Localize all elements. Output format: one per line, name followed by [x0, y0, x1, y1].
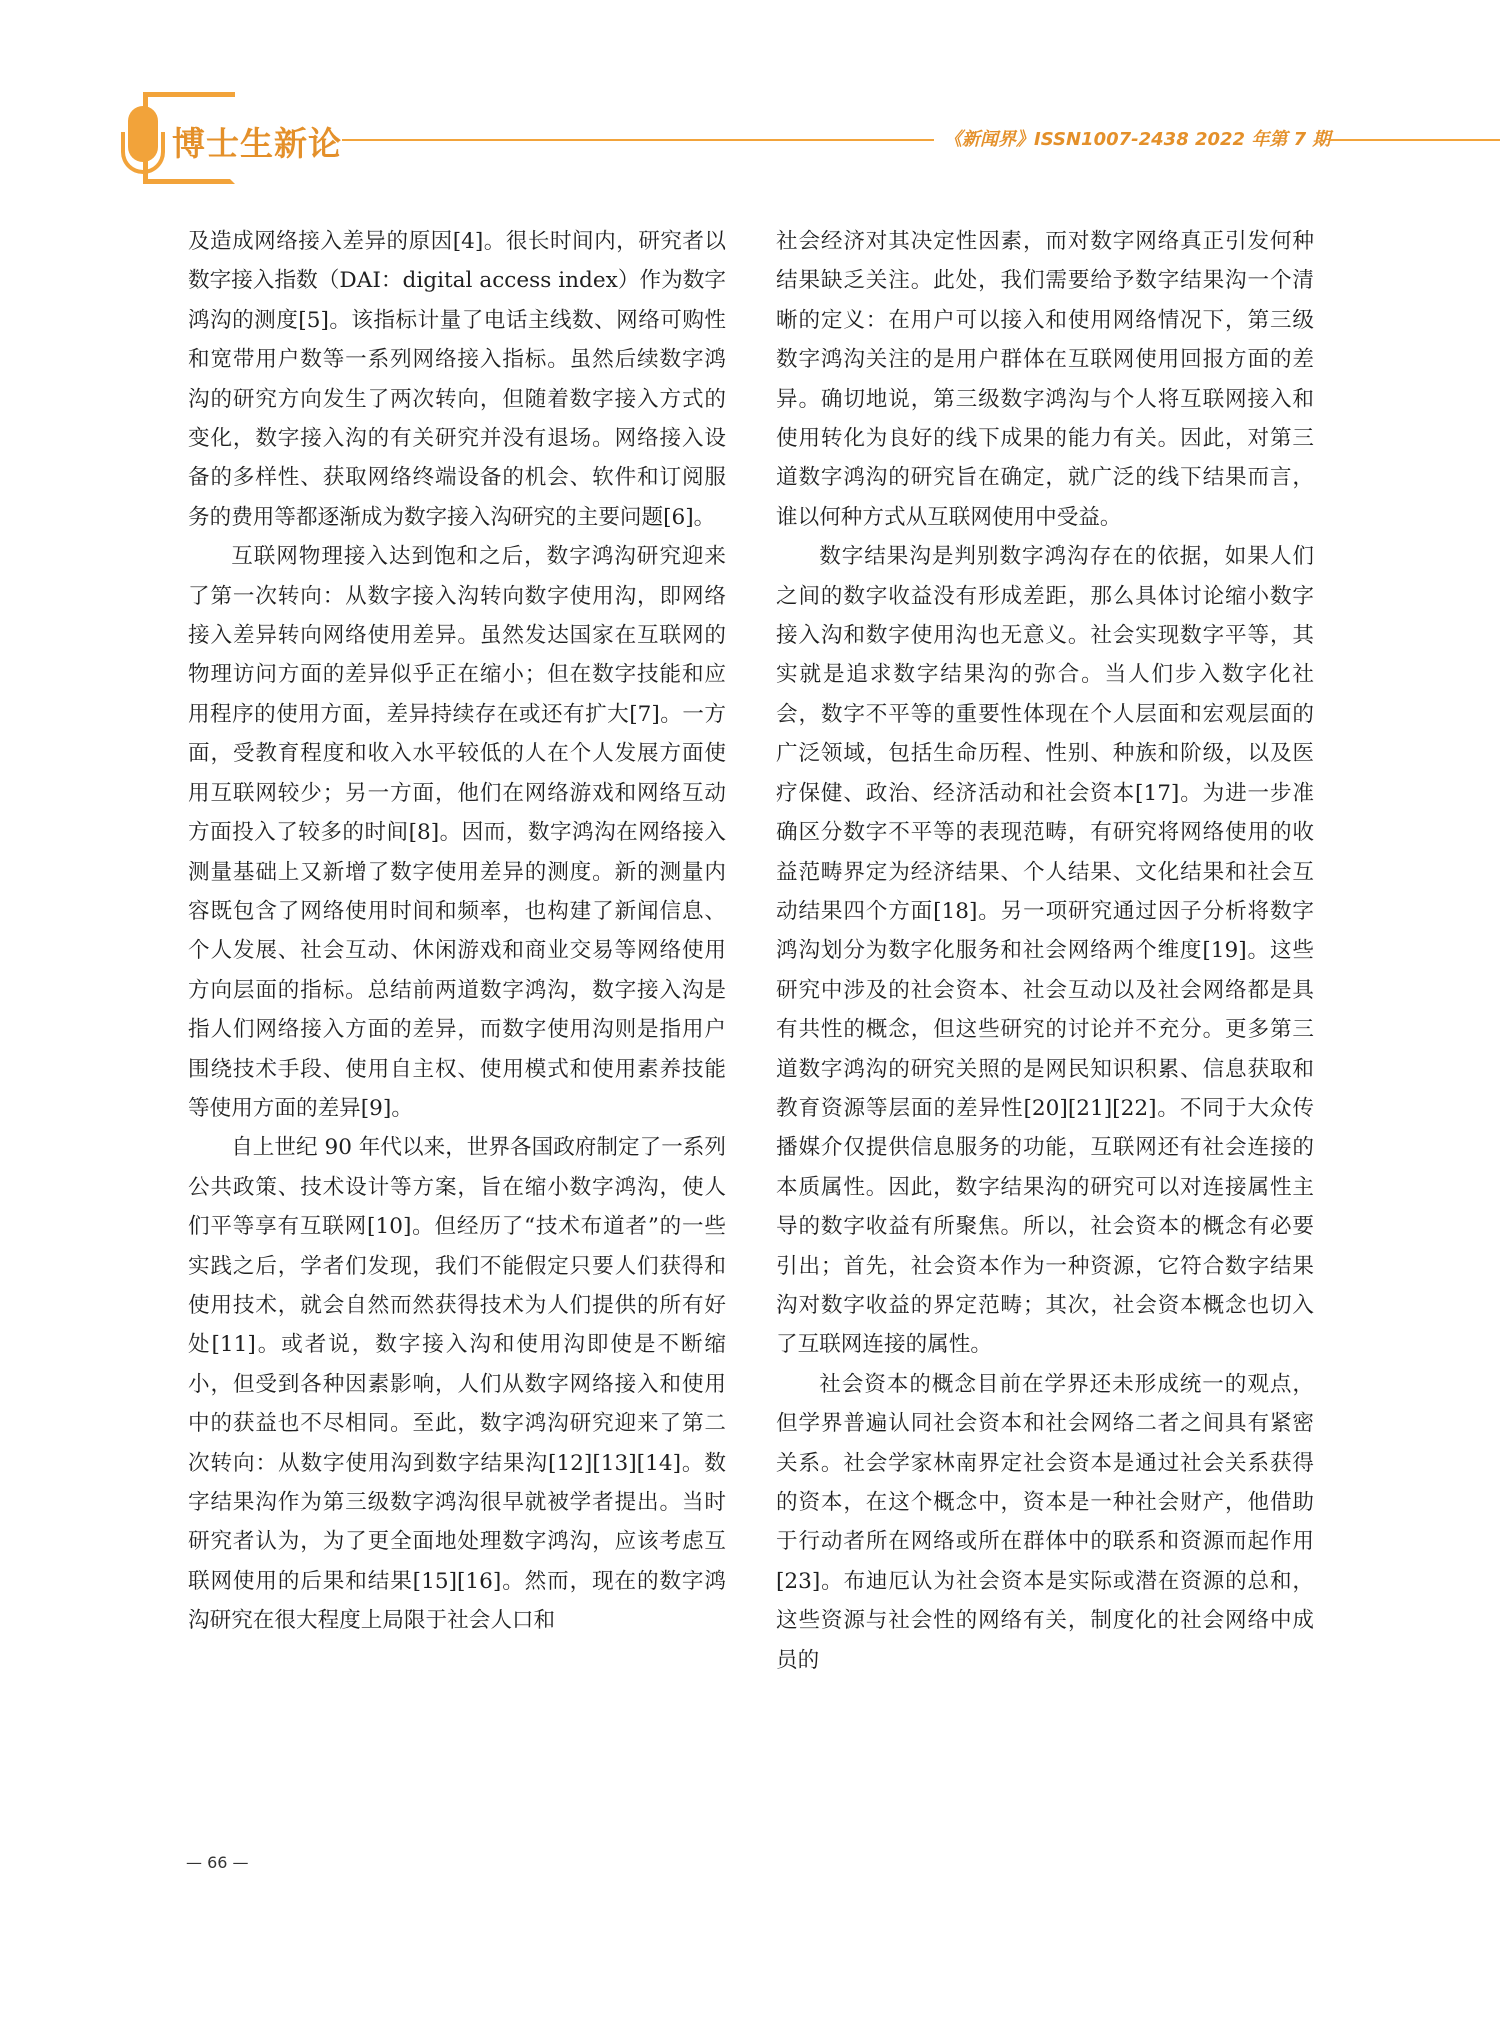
paragraph: 及造成网络接入差异的原因[4]。很长时间内，研究者以数字接入指数（DAI：digital access index）作为数字鸿沟的测度[5]。该指标计量了电话主线数、网络可购性和宽带用户数等一系列网络接入指标。虽然后续数字鸿沟的研究方向发生了两次转向，但随着数字接入方式的变化，数字接入沟的有关研究并没有退场。网络接入设备的多样性、获取网络终端设备的机会、软件和订阅服务的费用等都逐渐成为数字接入沟研究的主要问题[6]。	[188, 229, 726, 530]
paragraph: 互联网物理接入达到饱和之后，数字鸿沟研究迎来了第一次转向：从数字接入沟转向数字使用沟，即网络接入差异转向网络使用差异。虽然发达国家在互联网的物理访问方面的差异似乎正在缩小；但在数字技能和应用程序的使用方面，差异持续存在或还有扩大[7]。一方面，受教育程度和收入水平较低的人在个人发展方面使用互联网较少；另一方面，他们在网络游戏和网络互动方面投入了较多的时间[8]。因而，数字鸿沟在网络接入测量基础上又新增了数字使用差异的测度。新的测量内容既包含了网络使用时间和频率，也构建了新闻信息、个人发展、社会互动、休闲游戏和商业交易等网络使用方向层面的指标。总结前两道数字鸿沟，数字接入沟是指人们网络接入方面的差异，而数字使用沟则是指用户围绕技术手段、使用自主权、使用模式和使用素养技能等使用方面的差异[9]。	[188, 544, 726, 1121]
header-rule-left	[342, 139, 934, 141]
header-rule-right	[1330, 139, 1500, 141]
journal-meta: 《新闻界》ISSN1007-2438 2022 年第 7 期	[944, 129, 1331, 150]
right-column	[776, 222, 1314, 1680]
microphone-icon	[128, 106, 158, 162]
page-number: — 66 —	[186, 1853, 249, 1872]
paragraph: 社会资本的概念目前在学界还未形成统一的观点，但学界普遍认同社会资本和社会网络二者之间具有紧密关系。社会学家林南界定社会资本是通过社会关系获得的资本，在这个概念中，资本是一种社会财产，他借助于行动者所在网络或所在群体中的联系和资源而起作用[23]。布迪厄认为社会资本是实际或潜在资源的总和，这些资源与社会性的网络有关，制度化的社会网络中成员的	[776, 1371, 1314, 1673]
paragraph: 社会经济对其决定性因素，而对数字网络真正引发何种结果缺乏关注。此处，我们需要给予数字结果沟一个清晰的定义：在用户可以接入和使用网络情况下，第三级数字鸿沟关注的是用户群体在互联网使用回报方面的差异。确切地说，第三级数字鸿沟与个人将互联网接入和使用转化为良好的线下成果的能力有关。因此，对第三道数字鸿沟的研究旨在确定，就广泛的线下结果而言，谁以何种方式从互联网使用中受益。	[776, 229, 1314, 530]
left-column	[188, 222, 726, 1641]
paragraph: 自上世纪 90 年代以来，世界各国政府制定了一系列公共政策、技术设计等方案，旨在缩小数字鸿沟，使人们平等享有互联网[10]。但经历了“技术布道者”的一些实践之后，学者们发现，我们不能假定只要人们获得和使用技术，就会自然而然获得技术为人们提供的所有好处[11]。或者说，数字接入沟和使用沟即使是不断缩小，但受到各种因素影响，人们从数字网络接入和使用中的获益也不尽相同。至此，数字鸿沟研究迎来了第二次转向：从数字使用沟到数字结果沟[12][13][14]。数字结果沟作为第三级数字鸿沟很早就被学者提出。当时研究者认为，为了更全面地处理数字鸿沟，应该考虑互联网使用的后果和结果[15][16]。然而，现在的数字鸿沟研究在很大程度上局限于社会人口和	[188, 1135, 727, 1634]
page-header	[0, 0, 1500, 200]
paragraph: 数字结果沟是判别数字鸿沟存在的依据，如果人们之间的数字收益没有形成差距，那么具体讨论缩小数字接入沟和数字使用沟也无意义。社会实现数字平等，其实就是追求数字结果沟的弥合。当人们步入数字化社会，数字不平等的重要性体现在个人层面和宏观层面的广泛领域，包括生命历程、性别、种族和阶级，以及医疗保健、政治、经济活动和社会资本[17]。为进一步准确区分数字不平等的表现范畴，有研究将网络使用的收益范畴界定为经济结果、个人结果、文化结果和社会互动结果四个方面[18]。另一项研究通过因子分析将数字鸿沟划分为数字化服务和社会网络两个维度[19]。这些研究中涉及的社会资本、社会互动以及社会网络都是具有共性的概念，但这些研究的讨论并不充分。更多第三道数字鸿沟的研究关照的是网民知识积累、信息获取和教育资源等层面的差异性[20][21][22]。不同于大众传播媒介仅提供信息服务的功能，互联网还有社会连接的本质属性。因此，数字结果沟的研究可以对连接属性主导的数字收益有所聚焦。所以，社会资本的概念有必要引出；首先，社会资本作为一种资源，它符合数字结果沟对数字收益的界定范畴；其次，社会资本概念也切入了互联网连接的属性。	[776, 544, 1314, 1358]
section-title: 博士生新论	[172, 124, 342, 163]
